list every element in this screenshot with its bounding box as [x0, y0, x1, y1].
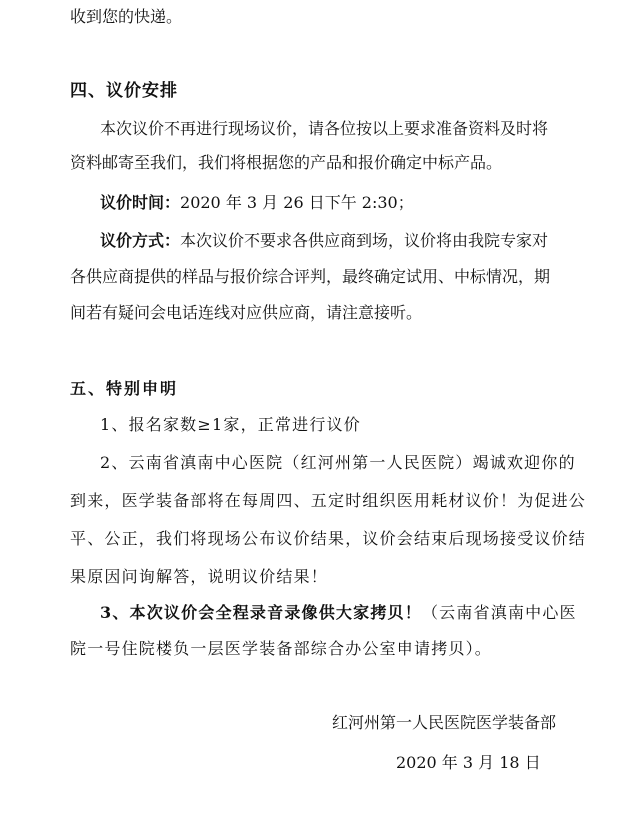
bidding-method-line-1	[100, 230, 590, 252]
signature-date: 2020 年 3 月 18 日	[396, 753, 541, 772]
statement-item-2-line-2: 到来，医学装备部将在每周四、五定时组织医用耗材议价！为促进公	[70, 491, 587, 510]
statement-item-2-line-3: 平、公正，我们将现场公布议价结果，议价会结束后现场接受议价结	[70, 529, 587, 548]
statement-item-2-line-1: 2、云南省滇南中心医院（红河州第一人民医院）竭诚欢迎你的	[100, 453, 576, 472]
bidding-method-line-3: 间若有疑问会电话连线对应供应商，请注意接听。	[70, 303, 423, 322]
section-4-para-line-2: 资料邮寄至我们，我们将根据您的产品和报价确定中标产品。	[70, 153, 503, 172]
statement-item-1: 1、报名家数≥1家，正常进行议价	[100, 415, 361, 434]
bidding-method-text-1: 本次议价不要求各供应商到场，议价将由我院专家对	[180, 231, 549, 250]
signature-organization: 红河州第一人民医院医学装备部	[332, 713, 557, 732]
section-5-heading: 五、特别申明	[70, 379, 179, 398]
previous-paragraph-tail: 收到您的快递。	[70, 7, 183, 26]
statement-item-3-emphasis: 3、本次议价会全程录音录像供大家拷贝！	[100, 603, 422, 622]
statement-item-2-line-4: 果原因问询解答，说明议价结果！	[70, 567, 329, 586]
statement-item-3-line-1	[100, 602, 590, 624]
bidding-time-value: 2020 年 3 月 26 日下午 2:30；	[180, 193, 414, 212]
bidding-time	[100, 192, 590, 214]
section-4-heading: 四、议价安排	[70, 81, 178, 101]
statement-item-3-rest: （云南省滇南中心医	[421, 603, 577, 622]
bidding-time-label: 议价时间：	[100, 193, 181, 212]
bidding-method-label: 议价方式：	[100, 231, 181, 250]
bidding-method-line-2: 各供应商提供的样品与报价综合评判，最终确定试用、中标情况，期	[70, 267, 551, 286]
section-4-para-line-1: 本次议价不再进行现场议价，请各位按以上要求准备资料及时将	[100, 119, 549, 138]
statement-item-3-line-2: 院一号住院楼负一层医学装备部综合办公室申请拷贝）。	[70, 639, 493, 658]
